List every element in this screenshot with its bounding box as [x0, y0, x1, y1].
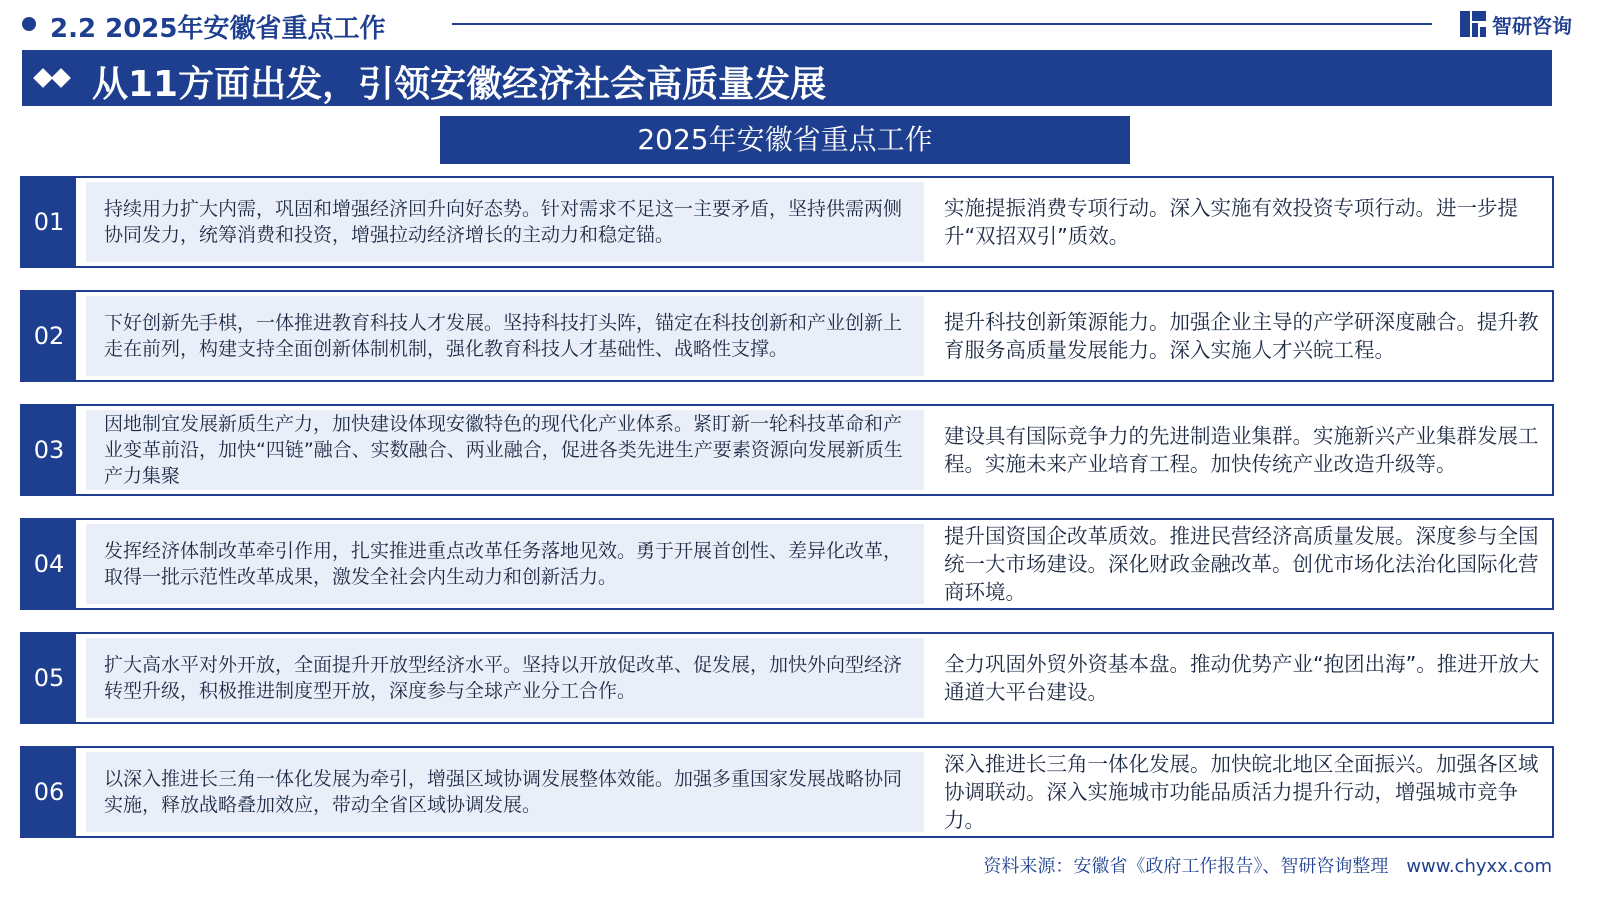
row-goal-text: 发挥经济体制改革牵引作用，扎实推进重点改革任务落地见效。勇于开展首创性、差异化改革，取得一批示范性改革成果，激发全社会内生动力和创新活力。 — [104, 540, 903, 588]
section-title: 2.2 2025年安徽省重点工作 — [50, 14, 386, 44]
header-divider — [452, 23, 1432, 25]
row-actions-panel — [936, 408, 1548, 492]
row-actions-panel — [936, 636, 1548, 720]
row-number: 02 — [22, 292, 76, 380]
work-item-row — [20, 290, 1554, 382]
row-goal-panel — [86, 410, 924, 490]
row-goal-text: 下好创新先手棋，一体推进教育科技人才发展。坚持科技打头阵，锚定在科技创新和产业创新上走在前列，构建支持全面创新体制机制，强化教育科技人才基础性、战略性支撑。 — [104, 312, 903, 360]
row-actions-panel — [936, 294, 1548, 378]
row-number: 01 — [22, 178, 76, 266]
row-actions-panel — [936, 180, 1548, 264]
row-actions-text: 提升国资国企改革质效。推进民营经济高质量发展。深度参与全国统一大市场建设。深化财政金融改革。创优市场化法治化国际化营商环境。 — [944, 524, 1539, 604]
row-actions-text: 深入推进长三角一体化发展。加快皖北地区全面振兴。加强各区域协调联动。深入实施城市功能品质活力提升行动，增强城市竞争力。 — [944, 752, 1539, 832]
row-number: 04 — [22, 520, 76, 608]
double-diamond-icon — [32, 66, 76, 90]
work-item-row — [20, 176, 1554, 268]
row-goal-panel — [86, 752, 924, 832]
row-actions-text: 实施提振消费专项行动。深入实施有效投资专项行动。进一步提升“双招双引”质效。 — [944, 196, 1518, 248]
row-number: 06 — [22, 748, 76, 836]
logo-mark-icon — [1460, 11, 1486, 37]
row-goal-text: 扩大高水平对外开放，全面提升开放型经济水平。坚持以开放促改革、促发展，加快外向型经济转型升级，积极推进制度型开放，深度参与全球产业分工合作。 — [104, 654, 903, 702]
work-item-row — [20, 518, 1554, 610]
main-banner — [22, 50, 1552, 106]
row-number: 05 — [22, 634, 76, 722]
row-goal-text: 以深入推进长三角一体化发展为牵引，增强区域协调发展整体效能。加强多重国家发展战略协同实施，释放战略叠加效应，带动全省区域协调发展。 — [104, 768, 903, 816]
row-actions-text: 提升科技创新策源能力。加强企业主导的产学研深度融合。提升教育服务高质量发展能力。深入实施人才兴皖工程。 — [944, 310, 1539, 362]
row-actions-text: 建设具有国际竞争力的先进制造业集群。实施新兴产业集群发展工程。实施未来产业培育工程。加快传统产业改造升级等。 — [944, 424, 1539, 476]
work-item-row — [20, 632, 1554, 724]
subtitle-box: 2025年安徽省重点工作 — [440, 116, 1130, 164]
brand-logo — [1460, 10, 1572, 38]
row-goal-panel — [86, 524, 924, 604]
row-goal-panel — [86, 182, 924, 262]
row-goal-panel — [86, 296, 924, 376]
section-header — [22, 6, 1578, 42]
source-note: 资料来源：安徽省《政府工作报告》、智研咨询整理 www.chyxx.com — [983, 856, 1552, 877]
row-goal-text: 因地制宜发展新质生产力，加快建设体现安徽特色的现代化产业体系。紧盯新一轮科技革命和产业变革前沿，加快“四链”融合、实数融合、两业融合，促进各类先进生产要素资源向发展新质生产力集聚 — [104, 413, 903, 487]
logo-text: 智研咨询 — [1492, 13, 1572, 38]
row-goal-panel — [86, 638, 924, 718]
row-goal-text: 持续用力扩大内需，巩固和增强经济回升向好态势。针对需求不足这一主要矛盾，坚持供需两侧协同发力，统筹消费和投资，增强拉动经济增长的主动力和稳定锚。 — [104, 198, 903, 246]
work-item-row — [20, 746, 1554, 838]
row-actions-text: 全力巩固外贸外资基本盘。推动优势产业“抱团出海”。推进开放大通道大平台建设。 — [944, 652, 1540, 704]
work-item-row — [20, 404, 1554, 496]
bullet-dot-icon — [22, 17, 36, 31]
row-number: 03 — [22, 406, 76, 494]
row-actions-panel — [936, 522, 1548, 606]
row-actions-panel — [936, 750, 1548, 834]
banner-title: 从11方面出发，引领安徽经济社会高质量发展 — [92, 64, 827, 105]
